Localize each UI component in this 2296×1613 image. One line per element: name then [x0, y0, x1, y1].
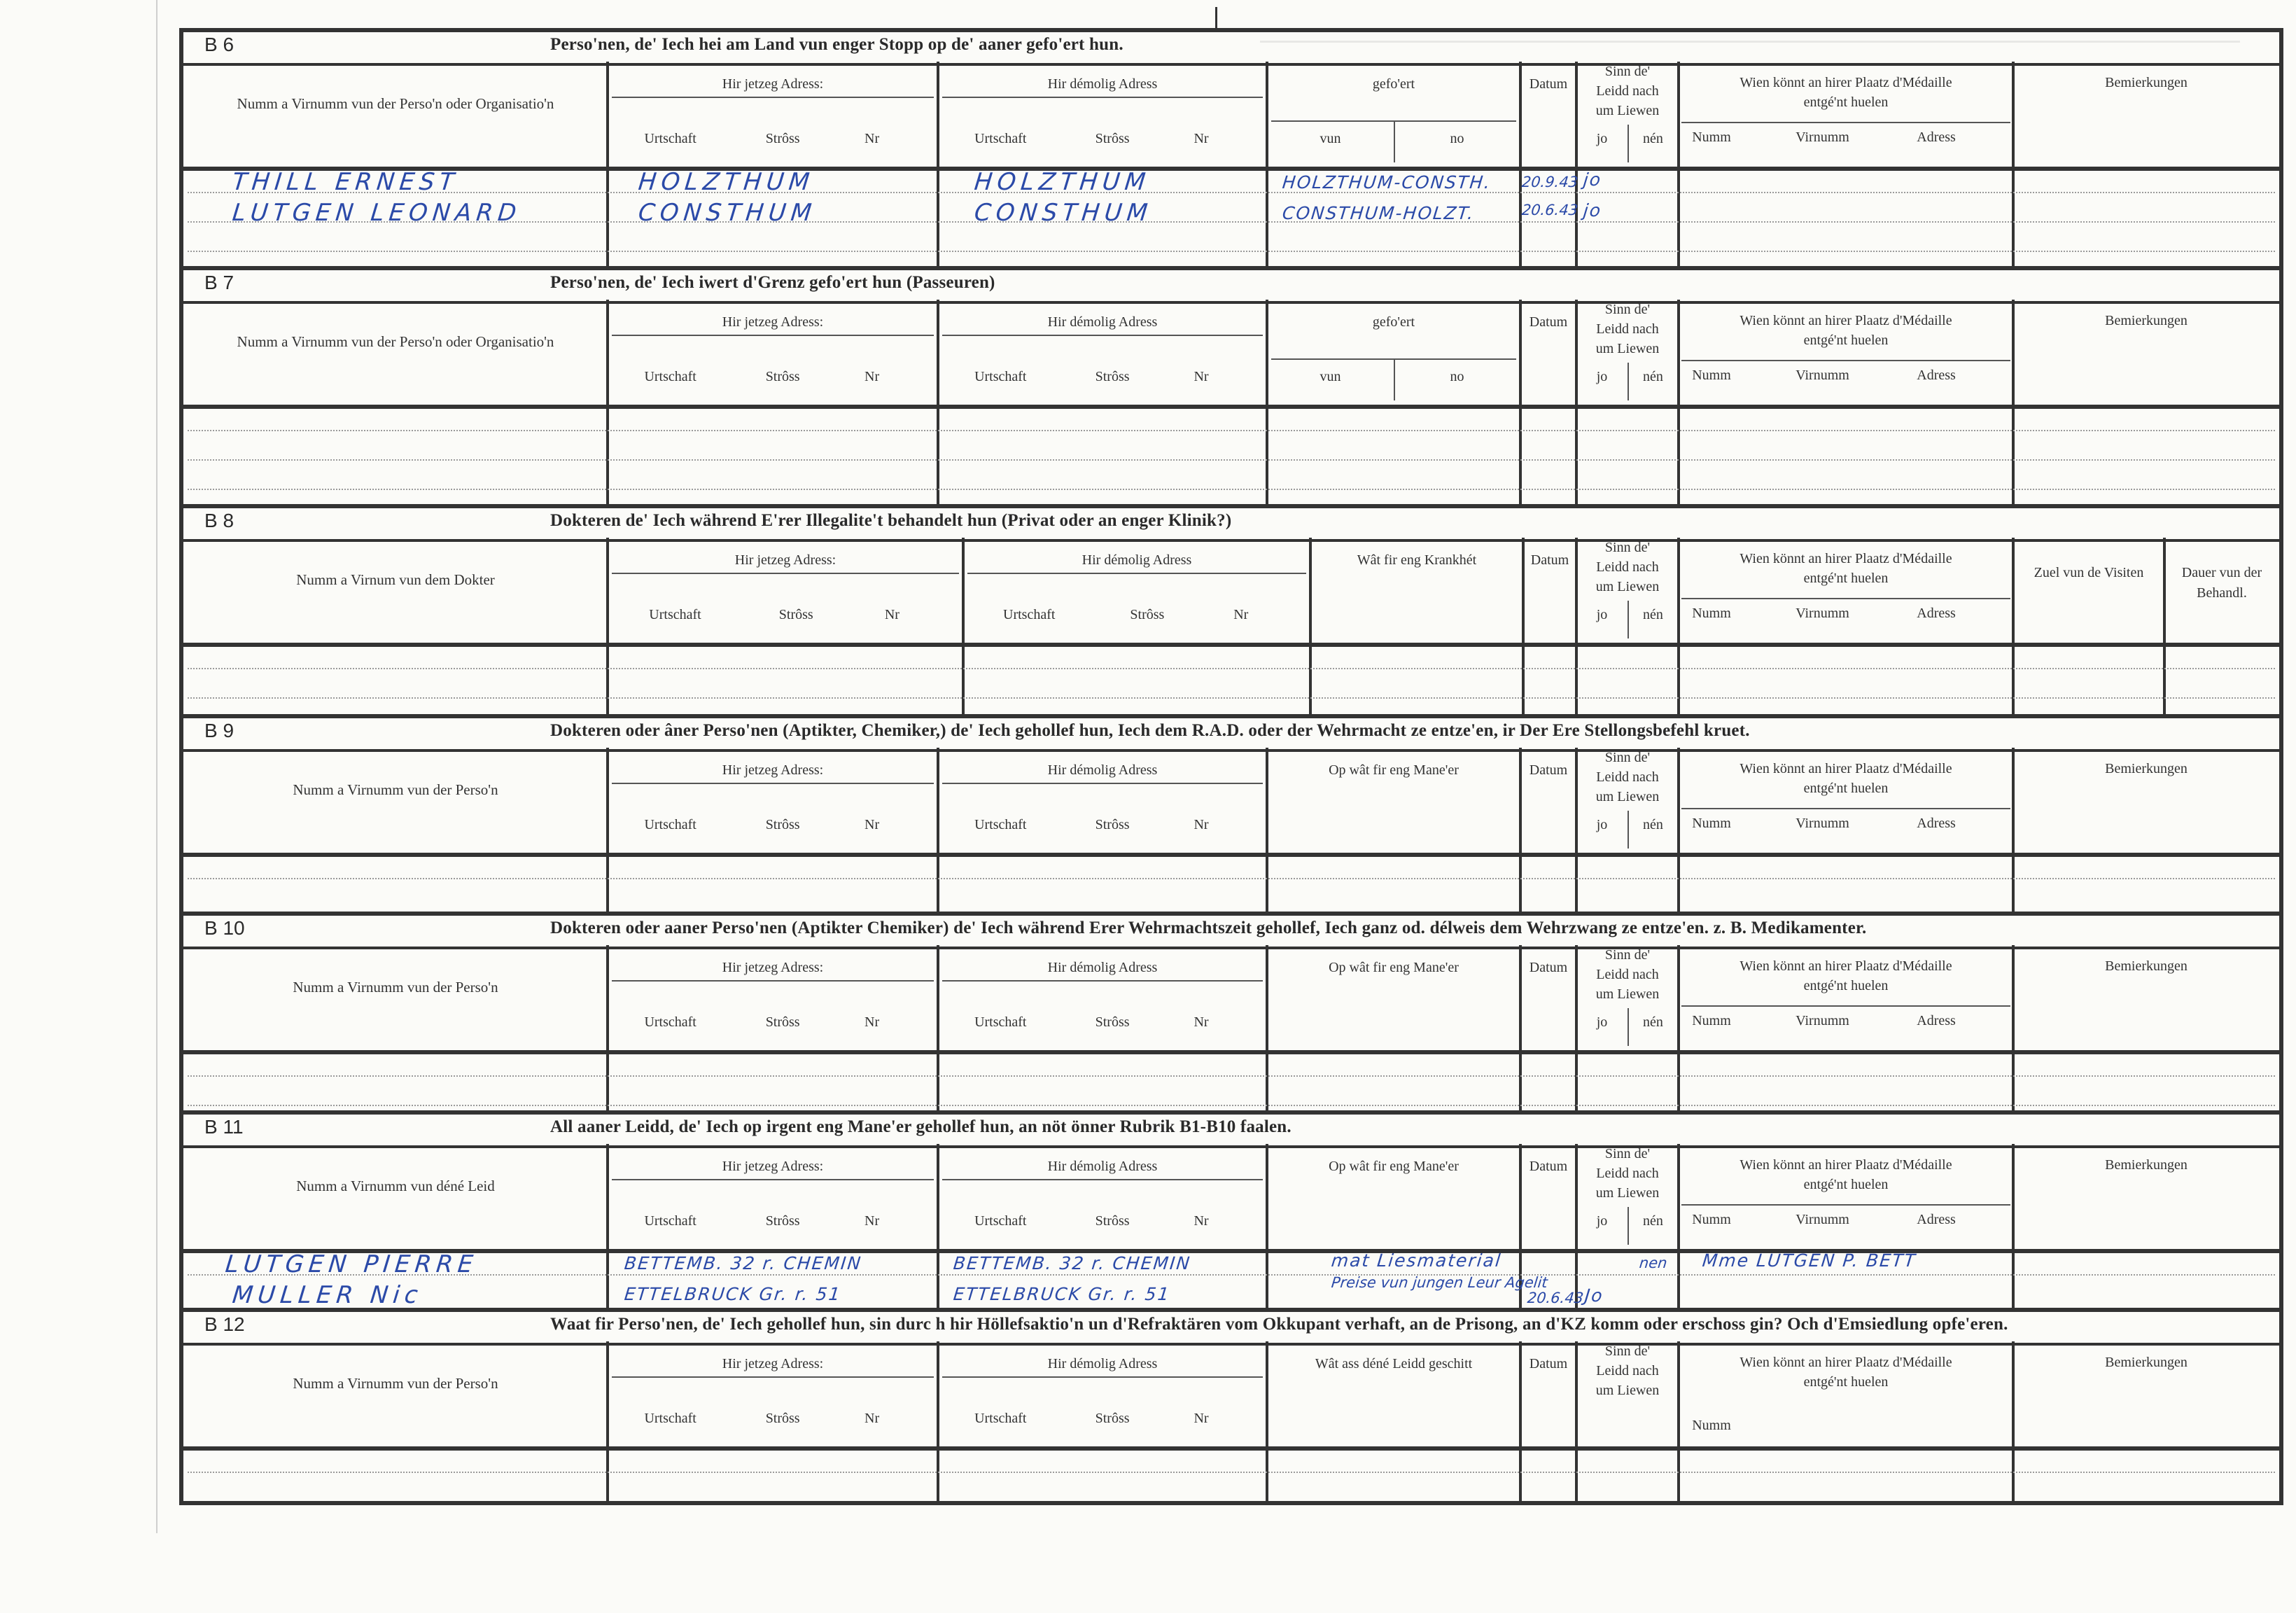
driven-from-label: vun [1320, 131, 1341, 146]
alive-header-2: Leidd nach [1596, 1166, 1659, 1181]
entry-line [188, 251, 2275, 252]
alive-yes-label: jo [1596, 369, 1608, 384]
entry-date: 20.6.43 [1520, 202, 1579, 218]
entry-line [188, 668, 2275, 669]
entry-how: mat Liesmaterial [1330, 1250, 1503, 1271]
current-place-label: Urtschaft [644, 131, 696, 146]
medal-firstname-label: Virnumm [1795, 368, 1849, 383]
header-divider [942, 1179, 1263, 1180]
former-number-label: Nr [1194, 1213, 1209, 1229]
date-header: Datum [1529, 1159, 1568, 1174]
former-street-label: Strôss [1095, 1411, 1130, 1426]
section-code: B 9 [204, 720, 234, 741]
medal-surname-label: Numm [1692, 1418, 1731, 1433]
remarks-header: Bemierkungen [2105, 1157, 2188, 1173]
former-place-label: Urtschaft [974, 131, 1027, 146]
entry-former-address: BETTEMB. 32 r. CHEMIN [952, 1253, 1192, 1273]
section-b6 [183, 28, 2279, 266]
header-divider [1681, 1005, 2010, 1007]
entry-line [188, 1274, 2275, 1276]
driven-to-label: no [1450, 369, 1464, 384]
entry-line [188, 1105, 2275, 1106]
entry-medal-recipient: Mme LUTGEN P. BETT [1701, 1250, 1918, 1271]
column-divider [1628, 125, 1629, 162]
former-address-header: Hir démolig Adress [1047, 762, 1158, 778]
column-divider [1394, 358, 1395, 400]
alive-header-3: um Liewen [1595, 341, 1660, 356]
medal-header-2: entgé'nt huelen [1803, 333, 1889, 348]
current-place-label: Urtschaft [649, 607, 701, 622]
current-street-label: Strôss [765, 817, 800, 832]
driven-from-label: vun [1320, 369, 1341, 384]
current-number-label: Nr [864, 1014, 880, 1030]
entry-line [188, 489, 2275, 490]
medal-header-1: Wien könnt an hirer Plaatz d'Médaille [1740, 75, 1952, 90]
medal-firstname-label: Virnumm [1795, 606, 1849, 621]
header-divider [612, 980, 934, 982]
medal-header-2: entgé'nt huelen [1803, 978, 1889, 993]
remarks-header: Bemierkungen [2105, 313, 2188, 328]
header-divider [1681, 808, 2010, 809]
former-address-header: Hir démolig Adress [1047, 314, 1158, 330]
former-place-label: Urtschaft [974, 1014, 1027, 1030]
current-street-label: Strôss [765, 1411, 800, 1426]
current-street-label: Strôss [765, 1014, 800, 1030]
column-header [183, 1341, 2279, 1442]
medal-address-label: Adress [1917, 130, 1956, 145]
header-divider [612, 573, 959, 574]
former-place-label: Urtschaft [1003, 607, 1056, 622]
entry-alive-yes: Jo [1583, 1285, 1605, 1306]
section-title-row [183, 266, 2279, 304]
current-street-label: Strôss [765, 131, 800, 146]
medal-header-1: Wien könnt an hirer Plaatz d'Médaille [1740, 761, 1952, 776]
header-divider [967, 573, 1306, 574]
current-number-label: Nr [864, 817, 880, 832]
name-column-header: Numm a Virnumm vun der Perso'n oder Organisatio'n [237, 95, 554, 112]
medal-header-1: Wien könnt an hirer Plaatz d'Médaille [1740, 1355, 1952, 1370]
entry-line [188, 1472, 2275, 1473]
driven-to-label: no [1450, 131, 1464, 146]
medal-firstname-label: Virnumm [1795, 1212, 1849, 1227]
entry-current-address: CONSTHUM [636, 199, 818, 227]
column-divider [1628, 601, 1629, 638]
entry-alive-yes: jo [1582, 169, 1603, 190]
header-divider [942, 335, 1263, 336]
alive-no-label: nén [1643, 131, 1663, 146]
header-divider [612, 335, 934, 336]
current-address-header: Hir jetzeg Adress: [734, 552, 836, 568]
alive-yes-label: jo [1596, 1213, 1608, 1229]
current-street-label: Strôss [765, 1213, 800, 1229]
entry-how: Preise vun jungen Leur Agelit [1330, 1274, 1549, 1291]
medal-firstname-label: Virnumm [1795, 130, 1849, 145]
alive-yes-label: jo [1596, 607, 1608, 622]
former-address-header: Hir démolig Adress [1047, 1356, 1158, 1371]
alive-header-1: Sinn de' [1604, 1146, 1651, 1161]
alive-no-label: nén [1643, 1213, 1663, 1229]
column-header [183, 538, 2279, 638]
former-address-header: Hir démolig Adress [1082, 552, 1192, 568]
former-place-label: Urtschaft [974, 369, 1027, 384]
column-divider [1628, 811, 1629, 849]
section-title: Dokteren de' Iech während E'rer Illegalite't behandelt hun (Privat oder an enger Klinik?) [550, 511, 1232, 530]
header-divider [1681, 1204, 2010, 1206]
entry-current-address: HOLZTHUM [636, 168, 816, 196]
extra-header: Wât ass déné Leidd geschitt [1315, 1356, 1473, 1371]
entry-line [188, 1075, 2275, 1077]
entry-area [183, 1446, 2279, 1501]
section-title-row [183, 1308, 2279, 1346]
current-street-label: Strôss [778, 607, 813, 622]
section-title: Perso'nen, de' Iech hei am Land vun enger Stopp op de' aaner gefo'ert hun. [550, 35, 1124, 54]
section-title: Dokteren oder aaner Perso'nen (Aptikter Chemiker) de' Iech während Erer Wehrmachtszeit gehollef, Iech ganz od. délweis dem Wehrzwang ze entze'en. z. B. Medikamenter. [550, 919, 1867, 937]
former-street-label: Strôss [1095, 817, 1130, 832]
entry-line [188, 697, 2275, 699]
column-divider [1394, 120, 1395, 162]
medal-header-2: entgé'nt huelen [1803, 1374, 1889, 1390]
section-code: B 12 [204, 1313, 245, 1335]
header-divider [1681, 122, 2010, 123]
column-divider [1628, 1008, 1629, 1046]
entry-route: CONSTHUM-HOLZT. [1281, 203, 1476, 223]
date-header: Datum [1529, 76, 1568, 92]
medal-address-label: Adress [1917, 606, 1956, 621]
name-column-header: Numm a Virnumm vun der Perso'n [293, 1375, 498, 1392]
entry-line [188, 878, 2275, 879]
name-column-header: Numm a Virnumm vun der Perso'n oder Organisatio'n [237, 333, 554, 350]
medal-header-1: Wien könnt an hirer Plaatz d'Médaille [1740, 313, 1952, 328]
extra-header: Op wât fir eng Mane'er [1329, 1159, 1459, 1174]
column-header [183, 748, 2279, 849]
current-number-label: Nr [864, 1213, 880, 1229]
entry-name: THILL ERNEST [230, 168, 461, 196]
current-number-label: Nr [864, 369, 880, 384]
page-edge [156, 0, 158, 1533]
former-number-label: Nr [1194, 369, 1209, 384]
former-place-label: Urtschaft [974, 817, 1027, 832]
current-address-header: Hir jetzeg Adress: [722, 762, 824, 778]
former-address-header: Hir démolig Adress [1047, 960, 1158, 975]
duration-header: Dauer vun der Behandl. [2181, 565, 2262, 601]
header-divider [612, 1179, 934, 1180]
name-column-header: Numm a Virnumm vun déné Leid [296, 1178, 495, 1194]
section-b9 [183, 714, 2279, 912]
alive-header-3: um Liewen [1595, 103, 1660, 118]
entry-line [188, 430, 2275, 431]
entry-alive-no: nen [1638, 1255, 1668, 1271]
header-divider [942, 980, 1263, 982]
medal-address-label: Adress [1917, 816, 1956, 831]
section-title-row [183, 1110, 2279, 1148]
medal-surname-label: Numm [1692, 816, 1731, 831]
alive-header-3: um Liewen [1595, 1185, 1660, 1201]
medal-surname-label: Numm [1692, 1212, 1731, 1227]
section-title-row [183, 714, 2279, 752]
alive-yes-label: jo [1596, 817, 1608, 832]
medal-header-2: entgé'nt huelen [1803, 571, 1889, 586]
entry-area [183, 853, 2279, 912]
header-divider [1681, 598, 2010, 599]
alive-header-3: um Liewen [1595, 789, 1660, 804]
former-address-header: Hir démolig Adress [1047, 76, 1158, 92]
entry-former-address: ETTELBRUCK Gr. r. 51 [952, 1284, 1172, 1304]
entry-alive-yes: jo [1582, 200, 1603, 221]
date-header: Datum [1530, 552, 1569, 568]
medal-address-label: Adress [1917, 1013, 1956, 1028]
medal-surname-label: Numm [1692, 368, 1731, 383]
entry-current-address: ETTELBRUCK Gr. r. 51 [623, 1284, 843, 1304]
header-divider [942, 1376, 1263, 1378]
alive-header-1: Sinn de' [1604, 947, 1651, 963]
entry-area [183, 643, 2279, 714]
former-place-label: Urtschaft [974, 1213, 1027, 1229]
former-address-header: Hir démolig Adress [1047, 1159, 1158, 1174]
entry-name: LUTGEN PIERRE [223, 1250, 479, 1278]
column-divider [1628, 1207, 1629, 1245]
entry-name: LUTGEN LEONARD [230, 199, 523, 227]
current-place-label: Urtschaft [644, 817, 696, 832]
medal-surname-label: Numm [1692, 130, 1731, 145]
medal-header-1: Wien könnt an hirer Plaatz d'Médaille [1740, 551, 1952, 566]
entry-route: HOLZTHUM-CONSTH. [1281, 172, 1492, 193]
date-header: Datum [1529, 960, 1568, 975]
current-address-header: Hir jetzeg Adress: [722, 960, 824, 975]
current-place-label: Urtschaft [644, 1411, 696, 1426]
current-number-label: Nr [864, 1411, 880, 1426]
section-title-row [183, 504, 2279, 542]
section-title-row [183, 912, 2279, 949]
section-code: B 8 [204, 510, 234, 531]
driven-header: gefo'ert [1372, 314, 1415, 330]
alive-header-2: Leidd nach [1596, 1363, 1659, 1378]
alive-yes-label: jo [1596, 1014, 1608, 1030]
header-divider [612, 783, 934, 784]
driven-header: gefo'ert [1372, 76, 1415, 92]
former-street-label: Strôss [1095, 1014, 1130, 1030]
header-divider [942, 783, 1263, 784]
date-header: Datum [1529, 314, 1568, 330]
section-b8 [183, 504, 2279, 714]
current-address-header: Hir jetzeg Adress: [722, 76, 824, 92]
visits-header: Zuel vun de Visiten [2033, 565, 2144, 580]
entry-area [183, 1050, 2279, 1110]
section-title: Perso'nen, de' Iech iwert d'Grenz gefo'ert hun (Passeuren) [550, 273, 995, 292]
date-header: Datum [1529, 762, 1568, 778]
alive-header-1: Sinn de' [1604, 1343, 1651, 1359]
medal-header-1: Wien könnt an hirer Plaatz d'Médaille [1740, 958, 1952, 974]
header-divider [1271, 120, 1516, 122]
section-title: All aaner Leidd, de' Iech op irgent eng Mane'er gehollef hun, an nöt önner Rubrik B1-B10 faalen. [550, 1117, 1292, 1136]
entry-area [183, 405, 2279, 504]
entry-name: MULLER Nic [230, 1281, 424, 1309]
former-number-label: Nr [1194, 1014, 1209, 1030]
former-street-label: Strôss [1095, 1213, 1130, 1229]
date-header: Datum [1529, 1356, 1568, 1371]
header-divider [1271, 358, 1516, 360]
alive-header-2: Leidd nach [1596, 559, 1659, 575]
column-header [183, 300, 2279, 400]
alive-yes-label: jo [1596, 131, 1608, 146]
former-number-label: Nr [1233, 607, 1249, 622]
remarks-header: Bemierkungen [2105, 1355, 2188, 1370]
medal-header-1: Wien könnt an hirer Plaatz d'Médaille [1740, 1157, 1952, 1173]
former-street-label: Strôss [1095, 131, 1130, 146]
extra-header: Op wât fir eng Mane'er [1329, 960, 1459, 975]
current-number-label: Nr [864, 131, 880, 146]
section-b12 [183, 1308, 2279, 1501]
alive-no-label: nén [1643, 607, 1663, 622]
former-street-label: Strôss [1095, 369, 1130, 384]
current-address-header: Hir jetzeg Adress: [722, 314, 824, 330]
alive-header-1: Sinn de' [1604, 64, 1651, 79]
entry-current-address: BETTEMB. 32 r. CHEMIN [623, 1253, 863, 1273]
entry-date: 20.9.43 [1520, 174, 1579, 190]
medal-address-label: Adress [1917, 368, 1956, 383]
alive-header-1: Sinn de' [1604, 750, 1651, 765]
alive-header-2: Leidd nach [1596, 83, 1659, 99]
section-code: B 6 [204, 34, 234, 55]
former-number-label: Nr [1194, 817, 1209, 832]
remarks-header: Bemierkungen [2105, 761, 2188, 776]
medal-address-label: Adress [1917, 1212, 1956, 1227]
alive-no-label: nén [1643, 1014, 1663, 1030]
name-column-header: Numm a Virnumm vun der Perso'n [293, 781, 498, 798]
column-header [183, 62, 2279, 162]
section-title: Dokteren oder âner Perso'nen (Aptikter, Chemiker,) de' Iech gehollef hun, Iech dem R.A.D. oder der Wehrmacht ze entze'en, ir Der Ere Stellongsbefehl kruet. [550, 721, 1750, 740]
medal-surname-label: Numm [1692, 606, 1731, 621]
medal-header-2: entgé'nt huelen [1803, 95, 1889, 110]
extra-header: Wât fir eng Krankhét [1357, 552, 1477, 568]
alive-no-label: nén [1643, 369, 1663, 384]
current-number-label: Nr [884, 607, 899, 622]
former-number-label: Nr [1194, 1411, 1209, 1426]
remarks-header: Bemierkungen [2105, 75, 2188, 90]
former-street-label: Strôss [1130, 607, 1165, 622]
entry-former-address: CONSTHUM [972, 199, 1154, 227]
section-b11 [183, 1110, 2279, 1308]
current-place-label: Urtschaft [644, 1213, 696, 1229]
name-column-header: Numm a Virnum vun dem Dokter [296, 571, 495, 588]
name-column-header: Numm a Virnumm vun der Perso'n [293, 979, 498, 996]
alive-header-2: Leidd nach [1596, 769, 1659, 785]
fold-mark [1215, 7, 1217, 31]
column-divider [1628, 363, 1629, 400]
alive-header-3: um Liewen [1595, 579, 1660, 594]
section-code: B 11 [204, 1116, 244, 1138]
alive-header-2: Leidd nach [1596, 321, 1659, 337]
alive-header-3: um Liewen [1595, 986, 1660, 1002]
column-header [183, 1144, 2279, 1245]
medal-header-2: entgé'nt huelen [1803, 781, 1889, 796]
medal-firstname-label: Virnumm [1795, 1013, 1849, 1028]
alive-header-2: Leidd nach [1596, 967, 1659, 982]
header-divider [1681, 360, 2010, 361]
current-place-label: Urtschaft [644, 1014, 696, 1030]
header-divider [612, 97, 934, 98]
entry-former-address: HOLZTHUM [972, 168, 1152, 196]
entry-date: 20.6.43 [1526, 1290, 1585, 1306]
section-b10 [183, 912, 2279, 1110]
form-sheet [179, 28, 2283, 1505]
extra-header: Op wât fir eng Mane'er [1329, 762, 1459, 778]
alive-header-1: Sinn de' [1604, 540, 1651, 555]
medal-header-2: entgé'nt huelen [1803, 1177, 1889, 1192]
current-place-label: Urtschaft [644, 369, 696, 384]
header-divider [942, 97, 1263, 98]
medal-firstname-label: Virnumm [1795, 816, 1849, 831]
remarks-header: Bemierkungen [2105, 958, 2188, 974]
current-address-header: Hir jetzeg Adress: [722, 1356, 824, 1371]
section-title-row [183, 28, 2279, 66]
section-b7 [183, 266, 2279, 504]
current-address-header: Hir jetzeg Adress: [722, 1159, 824, 1174]
alive-no-label: nén [1643, 817, 1663, 832]
section-code: B 10 [204, 917, 245, 939]
alive-header-3: um Liewen [1595, 1383, 1660, 1398]
former-number-label: Nr [1194, 131, 1209, 146]
section-code: B 7 [204, 272, 234, 293]
former-place-label: Urtschaft [974, 1411, 1027, 1426]
header-divider [612, 1376, 934, 1378]
alive-header-1: Sinn de' [1604, 302, 1651, 317]
entry-area [183, 1249, 2279, 1308]
section-title: Waat fir Perso'nen, de' Iech gehollef hun, sin durc h hir Höllefsaktio'n un d'Refraktären vom Okkupant verhaft, an de Prisong, an d'KZ komm oder erschoss gin? Och d'Emsiedlung opfe'eren. [550, 1315, 2008, 1334]
entry-line [188, 192, 2275, 193]
current-street-label: Strôss [765, 369, 800, 384]
column-header [183, 945, 2279, 1046]
entry-line [188, 459, 2275, 461]
medal-surname-label: Numm [1692, 1013, 1731, 1028]
